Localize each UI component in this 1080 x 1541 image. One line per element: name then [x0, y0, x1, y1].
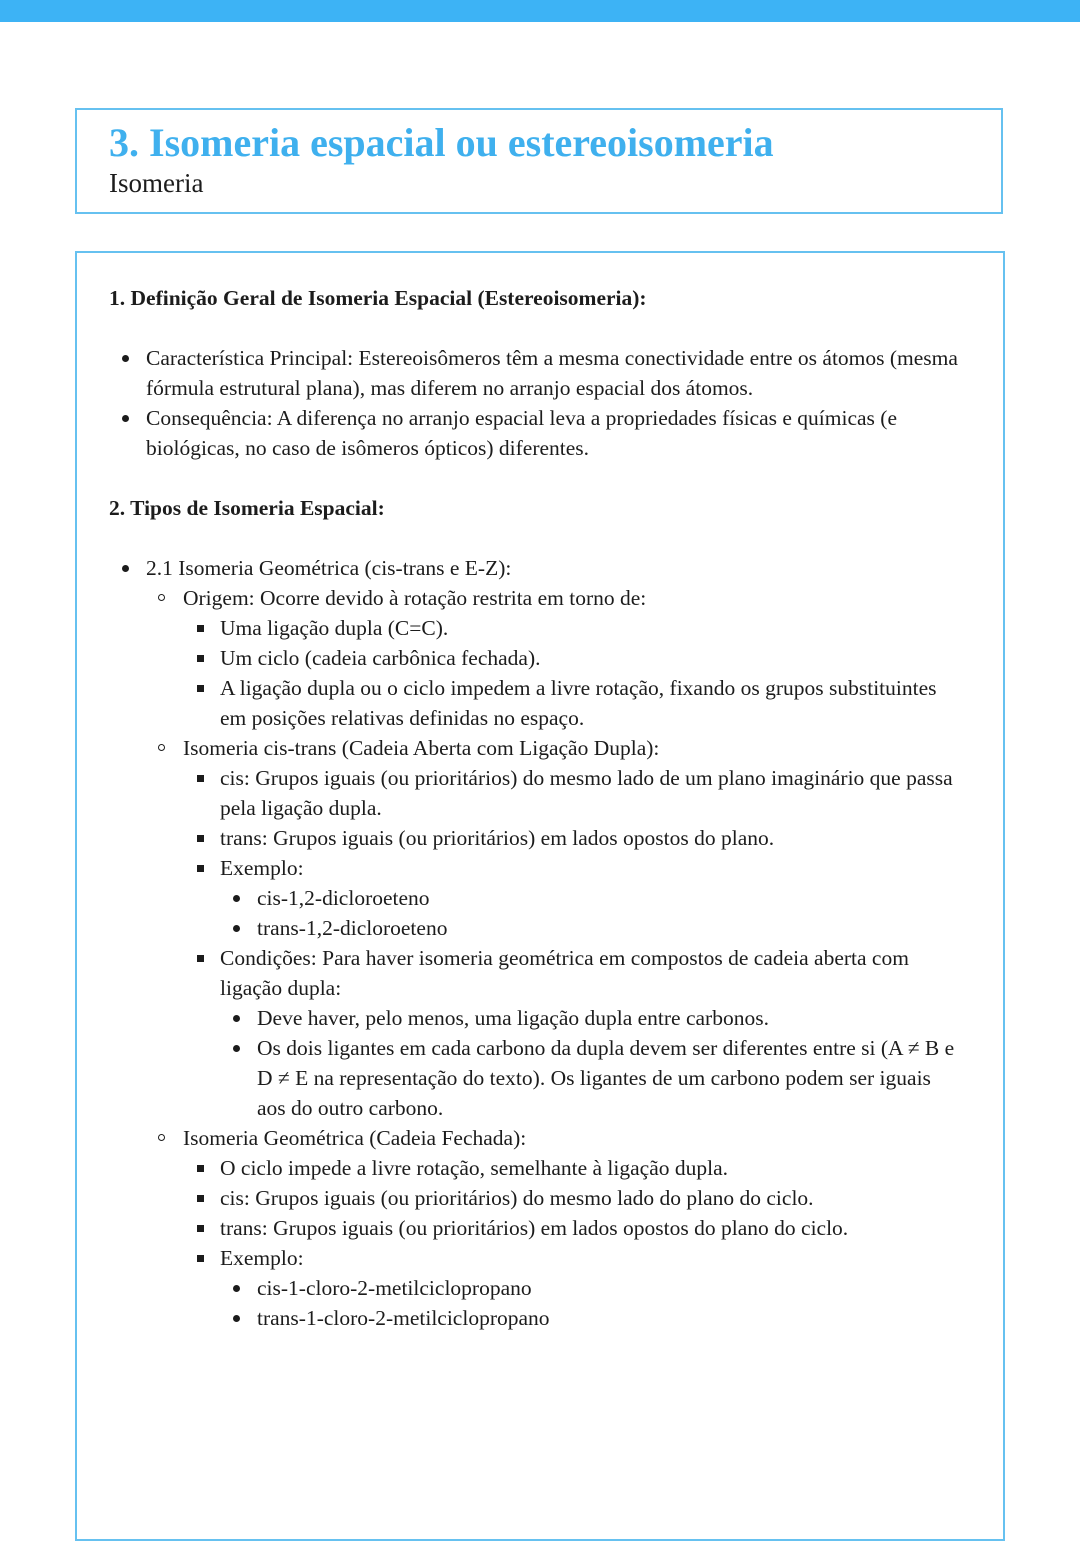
page-title: 3. Isomeria espacial ou estereoisomeria — [109, 120, 774, 165]
list-item: Condições: Para haver isomeria geométrica em compostos de cadeia aberta com ligação dupla: Deve haver, pelo menos, uma ligação dupla entre carbonos. Os dois ligantes em cada carbono da dupla devem ser diferentes entre si (A ≠ B e D ≠ E na representação do texto). Os ligantes de um carbono podem ser iguais aos do outro carbono. — [183, 943, 959, 1123]
page-subtitle: Isomeria — [109, 168, 204, 198]
list-item: trans-1-cloro-2-metilciclopropano — [220, 1303, 959, 1333]
list-item: cis: Grupos iguais (ou prioritários) do mesmo lado do plano do ciclo. — [183, 1183, 959, 1213]
list-item: Origem: Ocorre devido à rotação restrita em torno de: Uma ligação dupla (C=C). Um ciclo (cadeia carbônica fechada). A ligação dupla ou o ciclo impedem a livre rotação, fixando os grupos substituintes em posições relativas definidas no espaço. — [146, 583, 959, 733]
top-accent-bar — [0, 0, 1080, 22]
section-heading-definicao: 1. Definição Geral de Isomeria Espacial (Estereoisomeria): — [109, 286, 647, 310]
list-item: A ligação dupla ou o ciclo impedem a livre rotação, fixando os grupos substituintes em posições relativas definidas no espaço. — [183, 673, 959, 733]
list-item: cis-1,2-dicloroeteno — [220, 883, 959, 913]
definicao-list — [109, 343, 959, 463]
tipos-list — [109, 553, 959, 1333]
list-item: cis: Grupos iguais (ou prioritários) do mesmo lado de um plano imaginário que passa pela ligação dupla. — [183, 763, 959, 823]
content-body — [109, 283, 959, 1333]
list-item: trans: Grupos iguais (ou prioritários) em lados opostos do plano do ciclo. — [183, 1213, 959, 1243]
list-item: Deve haver, pelo menos, uma ligação dupla entre carbonos. — [220, 1003, 959, 1033]
list-item: trans-1,2-dicloroeteno — [220, 913, 959, 943]
list-item: trans: Grupos iguais (ou prioritários) em lados opostos do plano. — [183, 823, 959, 853]
list-item: Característica Principal: Estereoisômeros têm a mesma conectividade entre os átomos (mesma fórmula estrutural plana), mas diferem no arranjo espacial dos átomos. — [109, 343, 959, 403]
list-item: Isomeria Geométrica (Cadeia Fechada): O ciclo impede a livre rotação, semelhante à ligação dupla. cis: Grupos iguais (ou prioritários) do mesmo lado do plano do ciclo. trans: Grupos iguais (ou prioritários) em lados opostos do plano do ciclo. Exemplo: cis-1-cloro-2-metilciclopropano trans-1-cloro-2-metilciclopropano — [146, 1123, 959, 1333]
list-item: Exemplo: cis-1-cloro-2-metilciclopropano trans-1-cloro-2-metilciclopropano — [183, 1243, 959, 1333]
title-card — [75, 108, 1003, 214]
list-item: Um ciclo (cadeia carbônica fechada). — [183, 643, 959, 673]
list-item: Uma ligação dupla (C=C). — [183, 613, 959, 643]
list-item: O ciclo impede a livre rotação, semelhante à ligação dupla. — [183, 1153, 959, 1183]
list-item: Consequência: A diferença no arranjo espacial leva a propriedades físicas e químicas (e biológicas, no caso de isômeros ópticos) diferentes. — [109, 403, 959, 463]
section-heading-tipos: 2. Tipos de Isomeria Espacial: — [109, 496, 385, 520]
list-item: Isomeria cis-trans (Cadeia Aberta com Ligação Dupla): cis: Grupos iguais (ou prioritários) do mesmo lado de um plano imaginário que passa pela ligação dupla. trans: Grupos iguais (ou prioritários) em lados opostos do plano. Exemplo: cis-1,2-dicloroeteno trans-1,2-dicloroeteno Condições: Para haver isomeria geométrica em compostos de cadeia aberta com ligação dupla: Deve haver, pelo menos, uma ligação dupla entre carbonos. Os dois ligantes em cada carbono da dupla devem ser diferentes entre si (A ≠ B e D ≠ E na representação do texto). Os ligantes de um carbono podem ser iguais aos do outro carbono. — [146, 733, 959, 1123]
list-item: Exemplo: cis-1,2-dicloroeteno trans-1,2-dicloroeteno — [183, 853, 959, 943]
list-item: Os dois ligantes em cada carbono da dupla devem ser diferentes entre si (A ≠ B e D ≠ E na representação do texto). Os ligantes de um carbono podem ser iguais aos do outro carbono. — [220, 1033, 959, 1123]
list-item: 2.1 Isomeria Geométrica (cis-trans e E-Z): Origem: Ocorre devido à rotação restrita em torno de: Uma ligação dupla (C=C). Um ciclo (cadeia carbônica fechada). A ligação dupla ou o ciclo impedem a livre rotação, fixando os grupos substituintes em posições relativas definidas no espaço. Isomeria cis-trans (Cadeia Aberta com Ligação Dupla): cis: Grupos iguais (ou prioritários) do mesmo lado de um plano imaginário que passa pela ligação dupla. trans: Grupos iguais (ou prioritários) em lados opostos do plano. Exemplo: cis-1,2-dicloroeteno trans-1,2-dicloroeteno Condições: Para haver isomeria geométrica em compostos de cadeia aberta com ligação dupla: Deve haver, pelo menos, uma ligação dupla entre carbonos. Os dois ligantes em cada carbono da dupla devem ser diferentes entre si (A ≠ B e D ≠ E na representação do texto). Os ligantes de um carbono podem ser iguais aos do outro carbono. Isomeria Geométrica (Cadeia Fechada): O ciclo impede a livre rotação, semelhante à ligação dupla. cis: Grupos iguais (ou prioritários) do mesmo lado do plano do ciclo. trans: Grupos iguais (ou prioritários) em lados opostos do plano do ciclo. Exemplo: cis-1-cloro-2-metilciclopropano trans-1-cloro-2-metilciclopropano — [109, 553, 959, 1333]
list-item: cis-1-cloro-2-metilciclopropano — [220, 1273, 959, 1303]
content-card — [75, 251, 1005, 1541]
